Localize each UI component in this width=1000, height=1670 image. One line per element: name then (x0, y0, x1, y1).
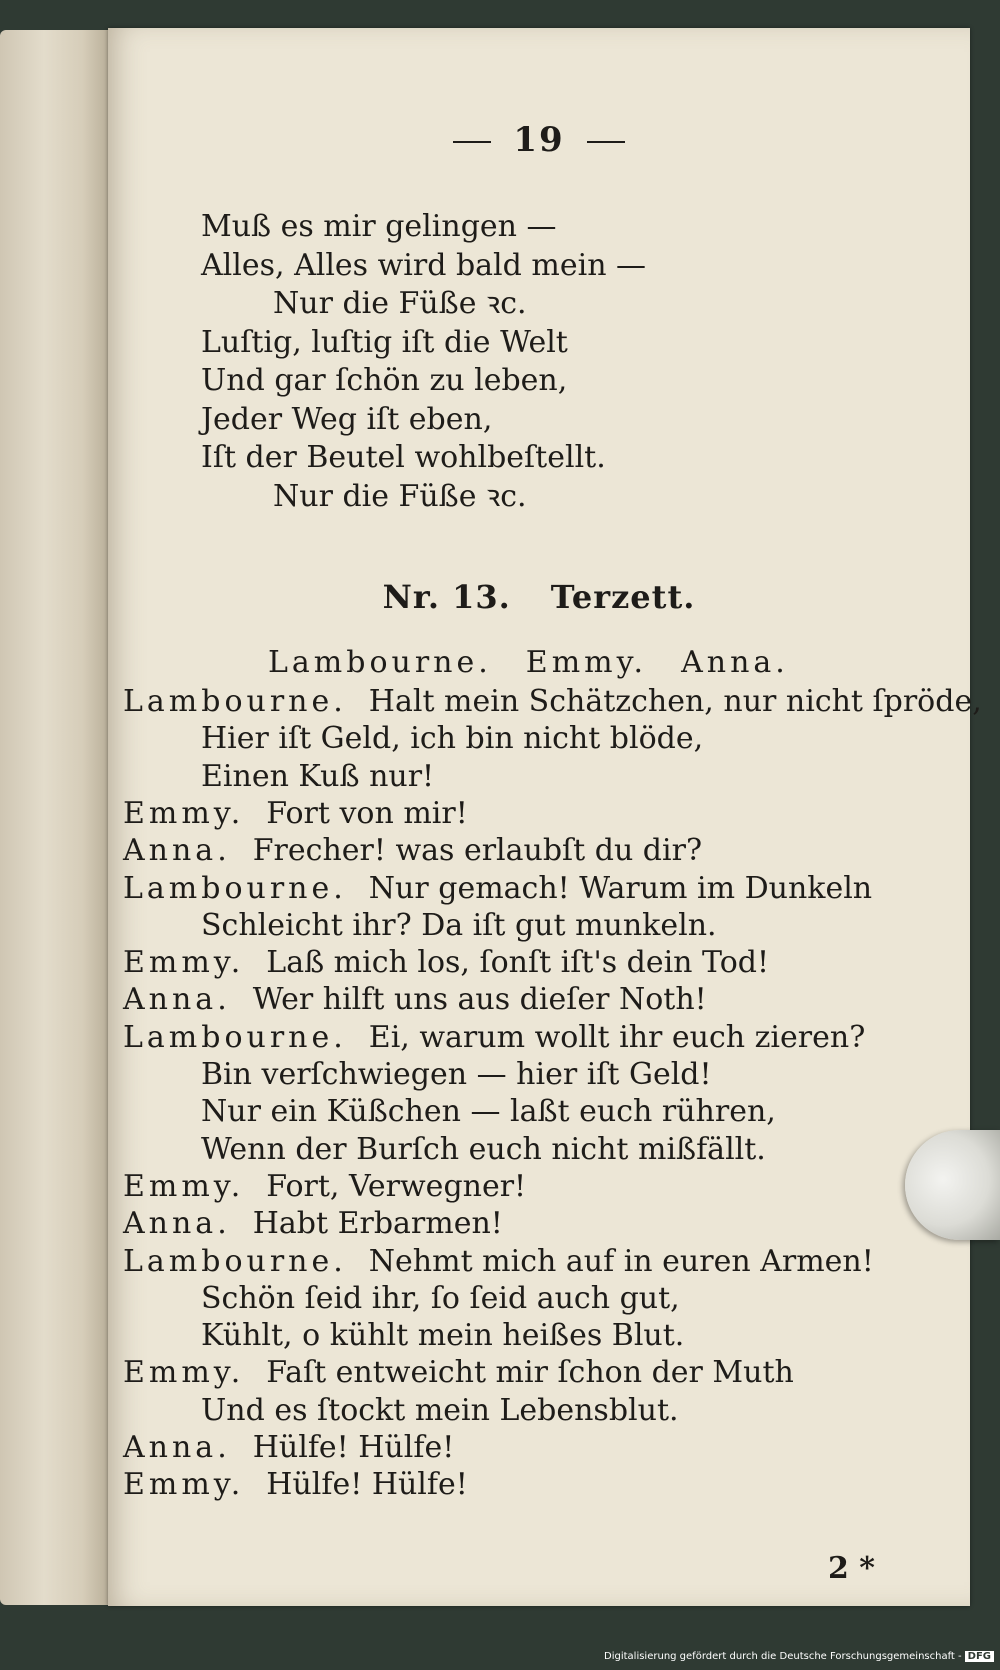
dialogue-line (123, 1354, 794, 1392)
dialogue-line (123, 795, 468, 833)
dialogue-line (201, 758, 434, 796)
dialogue-line (123, 944, 769, 982)
speaker-name: Emmy. (123, 1168, 245, 1204)
dialogue-text: Ei, warum wollt ihr euch zieren? (368, 1019, 866, 1055)
dialogue-line (123, 1466, 468, 1504)
dialogue-text: Nur ein Küßchen — laßt euch rühren, (201, 1094, 776, 1130)
signature-mark: 2 * (827, 1551, 875, 1586)
dialogue-line (201, 1280, 680, 1318)
speaker-name: Anna. (123, 1206, 231, 1242)
cast-member: Emmy. (525, 645, 648, 680)
dialogue-text: Frecher! was erlaubſt du dir? (252, 833, 703, 869)
verse-line: Und gar ſchön zu leben, (201, 363, 568, 398)
dialogue-text: Und es ſtockt mein Lebensblut. (201, 1392, 679, 1428)
dialogue-line (123, 683, 982, 721)
dialogue-line (201, 1131, 766, 1169)
section-title: Terzett. (550, 578, 696, 616)
dialogue-line (123, 1243, 874, 1281)
dialogue-line (201, 720, 703, 758)
dialogue-text: Einen Kuß nur! (201, 758, 435, 794)
dialogue-text: Schön ſeid ihr, ſo ſeid auch gut, (201, 1280, 680, 1316)
speaker-name: Emmy. (123, 795, 245, 831)
verse-line: Jeder Weg iſt eben, (201, 401, 493, 437)
verse-line: Nur die Füße ꝛc. (273, 286, 527, 321)
dialogue-line (123, 870, 872, 908)
footer-text: Digitalisierung gefördert durch die Deutsche Forschungsgemeinschaft - (604, 1651, 962, 1662)
dialogue-text: Nur gemach! Warum im Dunkeln (368, 870, 873, 906)
speaker-name: Anna. (123, 1430, 231, 1465)
dialogue-text: Wer hilft uns aus dieſer Noth! (252, 982, 707, 1018)
book-binding (0, 30, 110, 1605)
verse-line: Alles, Alles wird bald mein — (201, 247, 647, 283)
page-number: 19 (108, 120, 970, 160)
speaker-name: Emmy. (123, 1467, 245, 1503)
dialogue-line (123, 832, 702, 870)
dialogue-text: Kühlt, o kühlt mein heißes Blut. (201, 1318, 685, 1354)
dialogue-text: Halt mein Schätzchen, nur nicht ſpröde, (368, 684, 982, 719)
verse-line: Luſtig, luſtig iſt die Welt (201, 324, 568, 360)
speaker-name: Lambourne. (123, 870, 347, 906)
dialogue-text: Faſt entweicht mir ſchon der Muth (266, 1355, 794, 1391)
section-number: Nr. 13. (382, 578, 511, 616)
dfg-logo: DFG (965, 1651, 994, 1662)
dialogue-text: Fort von mir! (266, 795, 468, 831)
speaker-name: Lambourne. (123, 684, 347, 719)
speaker-name: Lambourne. (123, 1019, 347, 1055)
dialogue-text: Hier iſt Geld, ich bin nicht blöde, (201, 721, 704, 757)
dialogue-line (201, 1056, 712, 1094)
verse-line: Muß es mir gelingen — (201, 209, 557, 244)
speaker-name: Emmy. (123, 1355, 245, 1391)
section-heading (108, 578, 970, 616)
dialogue-line (123, 981, 707, 1019)
speaker-name: Lambourne. (123, 1243, 347, 1279)
dialogue-line (201, 1392, 679, 1430)
verse-line: Iſt der Beutel wohlbeſtellt. (201, 440, 606, 475)
dialogue-line (123, 1205, 503, 1243)
speaker-name: Anna. (123, 833, 231, 869)
cast-member: Lambourne. (268, 645, 492, 680)
cast-list (268, 645, 789, 680)
dialogue-text: Schleicht ihr? Da iſt gut munkeln. (201, 907, 717, 943)
digitization-footer (604, 1651, 994, 1662)
dialogue-line (123, 1429, 454, 1467)
dialogue-text: Hülfe! Hülfe! (252, 1430, 455, 1465)
speaker-name: Anna. (123, 982, 231, 1018)
dialogue-line (201, 1317, 684, 1355)
dialogue-line (201, 907, 717, 945)
dialogue-text: Hülfe! Hülfe! (266, 1467, 468, 1503)
speaker-name: Emmy. (123, 945, 245, 981)
dialogue-text: Nehmt mich auf in euren Armen! (368, 1243, 874, 1279)
dialogue-text: Wenn der Burſch euch nicht mißfällt. (201, 1131, 766, 1167)
dialogue-line (123, 1168, 526, 1206)
cast-member: Anna. (681, 645, 789, 680)
dialogue-text: Laß mich los, ſonſt iſt's dein Tod! (266, 945, 770, 981)
dialogue-text: Fort, Verwegner! (266, 1168, 527, 1204)
dialogue-text: Habt Erbarmen! (252, 1206, 503, 1242)
dialogue-line (123, 1019, 865, 1057)
dialogue-text: Bin verſchwiegen — hier iſt Geld! (201, 1057, 712, 1092)
verse-line: Nur die Füße ꝛc. (273, 478, 527, 514)
book-page (108, 28, 982, 1606)
dialogue-line (201, 1093, 776, 1131)
